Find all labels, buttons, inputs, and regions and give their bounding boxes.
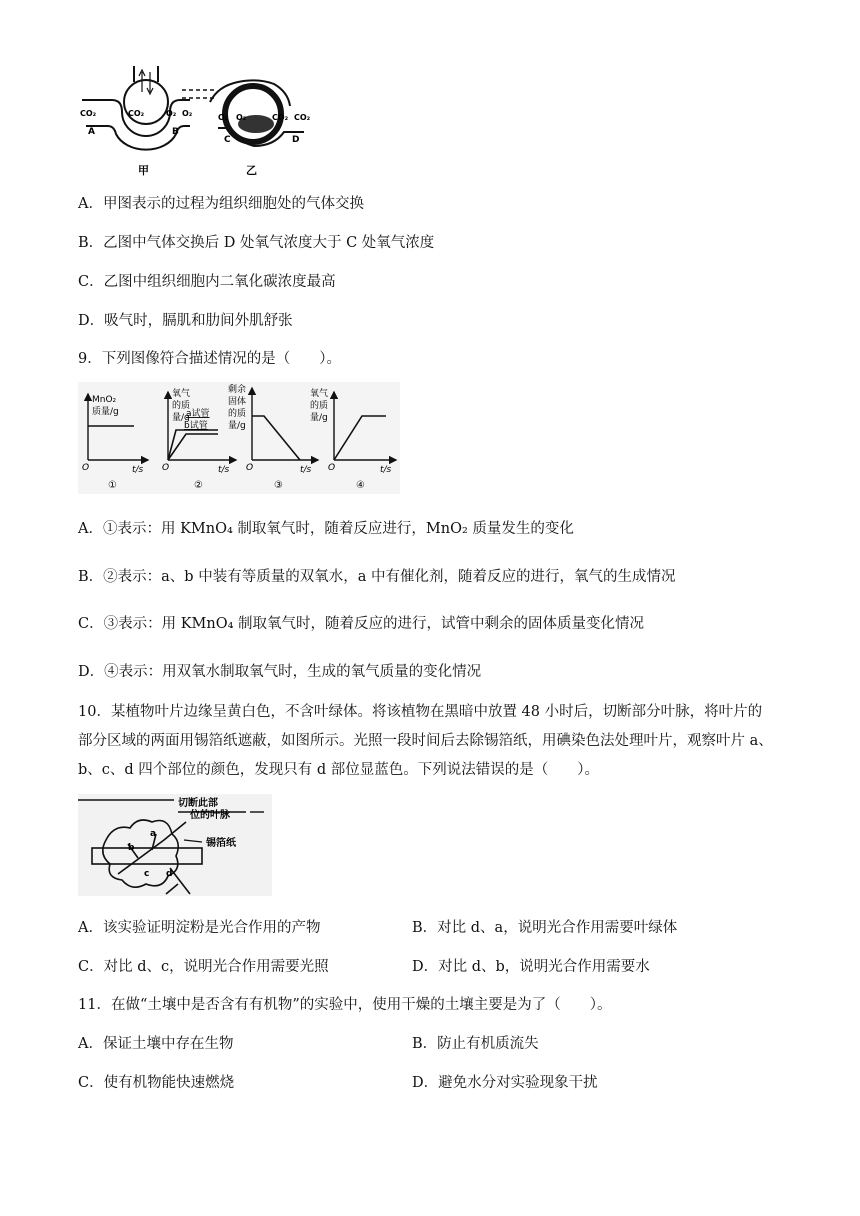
graph-2-origin: O	[162, 463, 170, 473]
q11-option-c: C．使有机物能快速燃烧	[78, 1075, 235, 1091]
q11-stem: 11．在做“土壤中是否含有有机物”的实验中，使用干燥的土壤主要是为了（ ）。	[78, 997, 612, 1013]
gas-exchange-figure	[78, 62, 318, 178]
graph-4-ylabel-3: 量/g	[310, 413, 328, 423]
q9-option-b: B．②表示：a、b 中装有等质量的双氧水，a 中有催化剂，随着反应的进行，氧气的生成情况	[78, 569, 676, 585]
graph-3-xlabel: t/s	[300, 465, 312, 475]
fig-jia-caption: 甲	[138, 164, 149, 177]
foil-label: 锡箔纸	[206, 838, 236, 849]
leaf-experiment-figure	[78, 794, 272, 896]
graph-4-origin: O	[328, 463, 336, 473]
q10-stem-line-3: b、c、d 四个部位的颜色，发现只有 d 部位显蓝色。下列说法错误的是（ ）。	[78, 762, 600, 778]
label-c: C	[224, 135, 231, 145]
leaf-label-d: d	[166, 869, 173, 879]
o2-label-right-1: O₂	[218, 113, 229, 122]
cut-label-line-1: 切断此部	[178, 798, 218, 809]
graph-2-xlabel: t/s	[218, 465, 230, 475]
graph-3-ylabel-3: 的质	[228, 409, 247, 419]
q10-stem-line-2: 部分区域的两面用锡箔纸遮蔽，如图所示。光照一段时间后去除锡箔纸，用碘染色法处理叶片，观察叶片 a、	[78, 733, 773, 749]
graph-2	[162, 387, 236, 491]
label-d: D	[292, 135, 300, 145]
graph-2-ylabel-1: 氧气	[172, 389, 191, 399]
alveolus-diagram	[82, 66, 190, 150]
q8-option-b: B．乙图中气体交换后 D 处氧气浓度大于 C 处氧气浓度	[78, 235, 435, 251]
q8-option-d: D．吸气时，膈肌和肋间外肌舒张	[78, 313, 293, 329]
co2-label-right-1: CO₂	[272, 113, 289, 122]
o2-label-left-1: O₂	[166, 109, 177, 118]
graph-3-curve	[252, 416, 300, 460]
q10-option-c: C．对比 d、c，说明光合作用需要光照	[78, 959, 329, 975]
graph-4-number: ④	[356, 480, 365, 491]
leaf-label-a: a	[150, 829, 157, 839]
graph-3-origin: O	[246, 463, 254, 473]
graph-3-ylabel-1: 剩余	[228, 385, 247, 395]
q9-option-c: C．③表示：用 KMnO₄ 制取氧气时，随着反应的进行，试管中剩余的固体质量变化情况	[78, 616, 645, 632]
graph-3-ylabel-4: 量/g	[228, 421, 246, 431]
q8-option-c: C．乙图中组织细胞内二氧化碳浓度最高	[78, 274, 336, 290]
inner-co2-label: CO₂	[128, 109, 145, 118]
q9-stem: 9．下列图像符合描述情况的是（ ）。	[78, 351, 341, 367]
graph-4-xlabel: t/s	[380, 465, 392, 475]
graph-1-number: ①	[108, 480, 117, 491]
label-b: B	[172, 127, 179, 137]
graph-2-tag-b: b试管	[184, 421, 208, 431]
graph-1-ylabel-1: MnO₂	[92, 395, 117, 405]
q9-option-a: A．①表示：用 KMnO₄ 制取氧气时，随着反应进行，MnO₂ 质量发生的变化	[78, 521, 574, 537]
graph-1-origin: O	[82, 463, 90, 473]
q11-option-d: D．避免水分对实验现象干扰	[412, 1075, 598, 1091]
o2-label-right-2: O₂	[236, 113, 247, 122]
q10-stem-line-1: 10．某植物叶片边缘呈黄白色，不含叶绿体。将该植物在黑暗中放置 48 小时后，切断部分叶脉，将叶片的	[78, 704, 763, 720]
graph-3-number: ③	[274, 480, 283, 491]
leaf-label-c: c	[144, 869, 150, 879]
q11-option-a: A．保证土壤中存在生物	[78, 1036, 234, 1052]
left-co2-label: CO₂	[80, 109, 97, 118]
q11-option-b: B．防止有机质流失	[412, 1036, 539, 1052]
graph-2-ylabel-2: 的质	[172, 401, 191, 411]
graph-1-xlabel: t/s	[132, 465, 144, 475]
label-a: A	[88, 127, 95, 137]
o2-label-left-2: O₂	[182, 109, 193, 118]
graph-4	[310, 387, 396, 491]
graph-2-ylabel-3: 量/g	[172, 413, 190, 423]
graph-4-ylabel-2: 的质	[310, 401, 329, 411]
graph-4-ylabel-1: 氧气	[310, 389, 329, 399]
graph-3-ylabel-2: 固体	[228, 397, 247, 407]
graph-2-number: ②	[194, 480, 203, 491]
graph-2-curve-b	[168, 434, 218, 460]
leaf-label-b: b	[128, 843, 135, 853]
q9-graphs-figure	[78, 382, 400, 494]
cut-label-line-2: 位的叶脉	[190, 810, 230, 821]
co2-label-right-2: CO₂	[294, 113, 311, 122]
q9-option-d: D．④表示：用双氧水制取氧气时，生成的氧气质量的变化情况	[78, 664, 482, 680]
graph-3	[228, 383, 318, 491]
leaf-icon	[103, 820, 190, 894]
q10-option-a: A．该实验证明淀粉是光合作用的产物	[78, 920, 321, 936]
graph-1-ylabel-2: 质量/g	[92, 407, 119, 417]
graph-2-tag-a: a试管	[186, 409, 210, 419]
q8-option-a: A．甲图表示的过程为组织细胞处的气体交换	[78, 196, 364, 212]
q10-option-b: B．对比 d、a，说明光合作用需要叶绿体	[412, 920, 678, 936]
graph-1	[82, 394, 148, 491]
graph-4-curve	[334, 416, 386, 460]
fig-yi-caption: 乙	[246, 164, 257, 177]
q10-option-d: D．对比 d、b，说明光合作用需要水	[412, 959, 650, 975]
